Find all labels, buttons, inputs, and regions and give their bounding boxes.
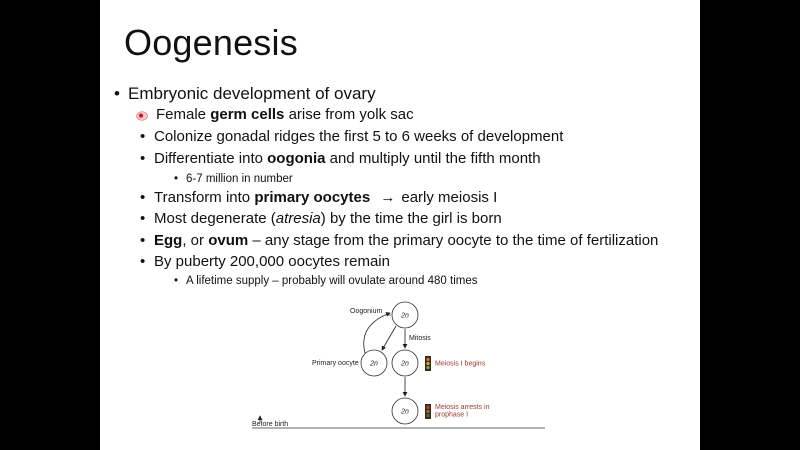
arrested-oocyte-cell <box>392 398 418 424</box>
diagonal-arrow <box>382 326 396 350</box>
slide <box>100 0 700 450</box>
svg-text:2n: 2n <box>401 312 409 320</box>
arrow-icon: → <box>380 189 396 206</box>
label-mitosis: Mitosis <box>409 335 431 342</box>
label-oogonium: Oogonium <box>350 308 383 315</box>
oogenesis-diagram <box>240 295 560 445</box>
bullet-embryonic: • Embryonic development of ovary <box>114 84 376 103</box>
label-primary-oocyte: Primary oocyte <box>312 360 359 367</box>
svg-text:2n: 2n <box>401 360 409 368</box>
slide-title: Oogenesis <box>124 22 298 63</box>
meiosis-begins-icon <box>425 356 431 371</box>
bullet-primary-oocytes: • Transform into primary oocytes → early meiosis I <box>140 189 498 206</box>
svg-text:2n: 2n <box>401 408 409 416</box>
bullet-germ-cells: Female germ cells arise from yolk sac <box>156 106 414 123</box>
oogonium-cell <box>392 302 418 328</box>
bullet-egg-ovum: • Egg, or ovum – any stage from the primary oocyte to the time of fertilization <box>140 232 659 249</box>
label-prophase: prophase I <box>435 411 469 419</box>
cell-bullet-icon <box>136 111 148 121</box>
bullet-colonize: • Colonize gonadal ridges the first 5 to 6 weeks of development <box>140 128 564 145</box>
label-before-birth: Before birth <box>252 421 289 428</box>
bullet-atresia: • Most degenerate (atresia) by the time the girl is born <box>140 210 502 227</box>
meiosis-arrests-icon <box>425 404 431 419</box>
primary-oocyte-cell-left <box>361 350 387 376</box>
bullet-million: • 6-7 million in number <box>174 173 293 185</box>
loop-arrow <box>364 313 390 353</box>
bullet-lifetime: • A lifetime supply – probably will ovulate around 480 times <box>174 275 478 287</box>
bullet-text: Embryonic development of ovary <box>128 84 376 103</box>
primary-oocyte-cell-right <box>392 350 418 376</box>
svg-text:2n: 2n <box>370 360 378 368</box>
bullet-oogonia: • Differentiate into oogonia and multiply until the fifth month <box>140 150 541 167</box>
label-meiosis-begins: Meiosis I begins <box>435 360 486 368</box>
label-meiosis-arrests: Meiosis arrests in <box>435 404 490 411</box>
bullet-puberty: • By puberty 200,000 oocytes remain <box>140 253 390 270</box>
